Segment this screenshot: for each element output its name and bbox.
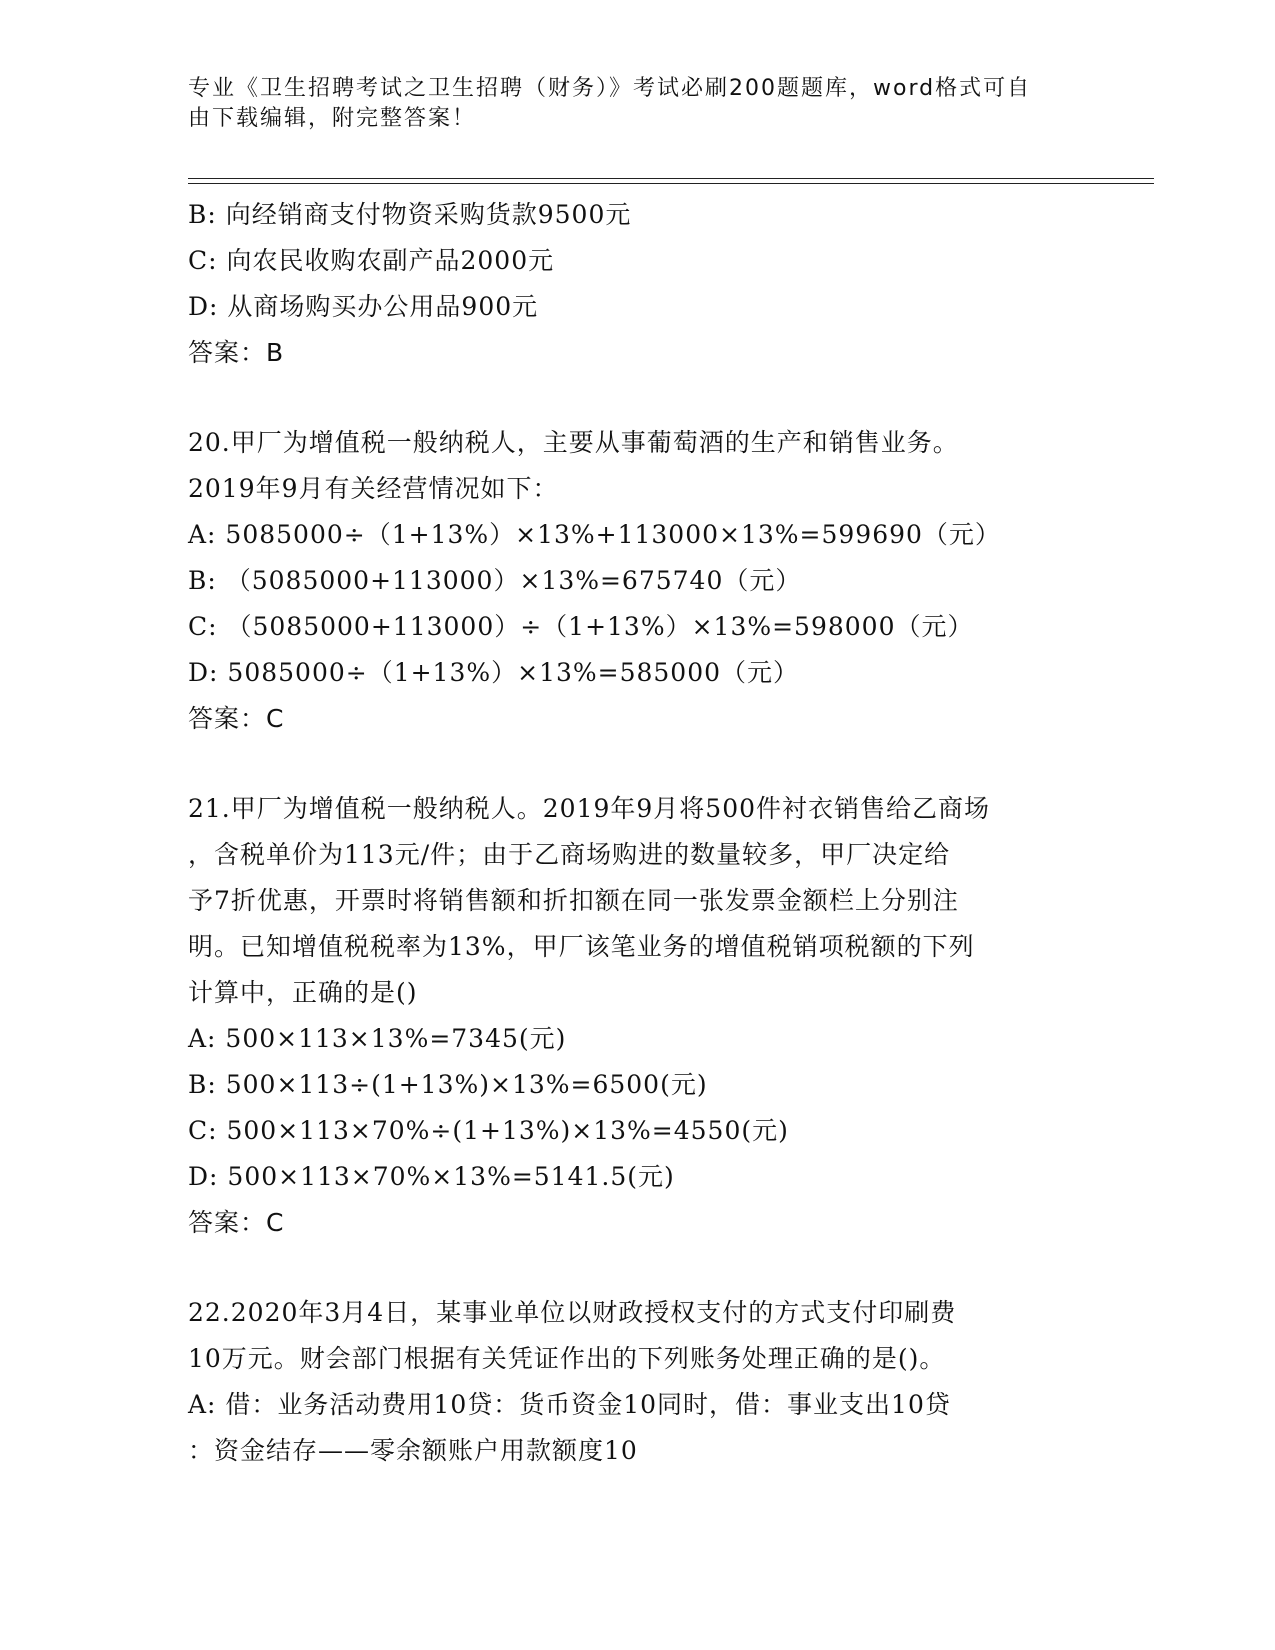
option-c: C: （5085000+113000）÷（1+13%）×13%=598000（元） <box>188 612 974 641</box>
option-b: B: 向经销商支付物资采购货款9500元 <box>188 200 632 229</box>
question-stem: 2019年9月有关经营情况如下： <box>188 474 559 503</box>
option-d: D: 5085000÷（1+13%）×13%=585000（元） <box>188 658 800 687</box>
option-b: B: 500×113÷(1+13%)×13%=6500(元) <box>188 1070 708 1099</box>
question-stem: 21.甲厂为增值税一般纳税人。2019年9月将500件衬衣销售给乙商场 <box>188 794 991 823</box>
spacer <box>188 1246 1088 1290</box>
option-a: A: 5085000÷（1+13%）×13%+113000×13%=599690（元） <box>188 520 1001 549</box>
answer-line: 答案：B <box>188 338 285 367</box>
document-header <box>188 74 1068 134</box>
option-d: D: 从商场购买办公用品900元 <box>188 292 539 321</box>
header-rule-bottom <box>188 183 1154 184</box>
header-line-2: 由下载编辑，附完整答案！ <box>188 106 477 131</box>
question-stem: 20.甲厂为增值税一般纳税人，主要从事葡萄酒的生产和销售业务。 <box>188 428 959 457</box>
option-b: B: （5085000+113000）×13%=675740（元） <box>188 566 802 595</box>
question-stem: 计算中，正确的是() <box>188 978 418 1007</box>
header-rule-top <box>188 178 1154 179</box>
option-c: C: 向农民收购农副产品2000元 <box>188 246 555 275</box>
option-a: A: 借：业务活动费用10贷：货币资金10同时，借：事业支出10贷 <box>188 1390 951 1419</box>
question-stem: 10万元。财会部门根据有关凭证作出的下列账务处理正确的是()。 <box>188 1344 946 1373</box>
answer-line: 答案：C <box>188 704 285 733</box>
question-20 <box>188 420 1088 742</box>
spacer <box>188 742 1088 786</box>
spacer <box>188 376 1088 420</box>
question-stem: 明。已知增值税税率为13%，甲厂该笔业务的增值税销项税额的下列 <box>188 932 975 961</box>
question-stem: ，含税单价为113元/件；由于乙商场购进的数量较多，甲厂决定给 <box>188 840 951 869</box>
option-a: A: 500×113×13%=7345(元) <box>188 1024 567 1053</box>
option-c: C: 500×113×70%÷(1+13%)×13%=4550(元) <box>188 1116 789 1145</box>
question-stem: 22.2020年3月4日，某事业单位以财政授权支付的方式支付印刷费 <box>188 1298 957 1327</box>
option-a-continued: ：资金结存——零余额账户用款额度10 <box>188 1436 638 1465</box>
header-line-1: 专业《卫生招聘考试之卫生招聘（财务）》考试必刷200题题库，word格式可自 <box>188 76 1032 101</box>
answer-line: 答案：C <box>188 1208 285 1237</box>
question-19-fragment <box>188 192 1088 376</box>
question-22 <box>188 1290 1088 1474</box>
question-stem: 予7折优惠，开票时将销售额和折扣额在同一张发票金额栏上分别注 <box>188 886 959 915</box>
question-21 <box>188 786 1088 1246</box>
option-d: D: 500×113×70%×13%=5141.5(元) <box>188 1162 675 1191</box>
document-body <box>188 192 1088 1474</box>
